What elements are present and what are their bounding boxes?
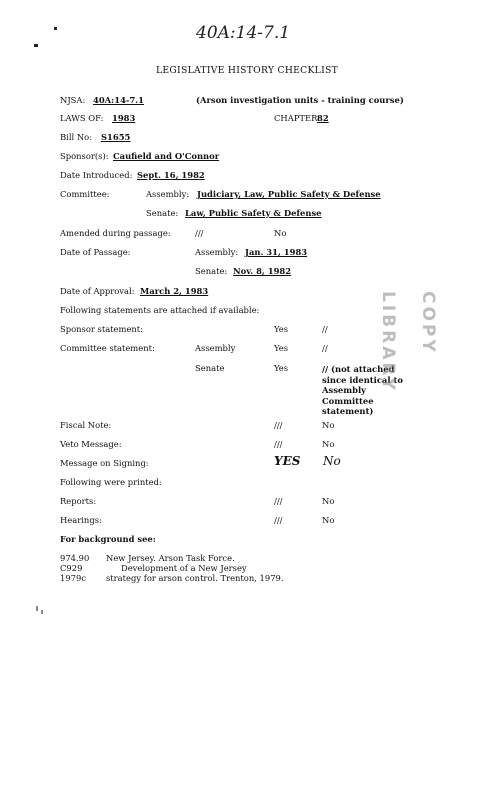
committee-statement-senate-label: Senate [195, 363, 225, 373]
amended-label: Amended during passage: [60, 228, 171, 238]
sponsor-statement-mark: // [322, 324, 328, 334]
handwritten-citation: 40A:14-7.1 [196, 23, 291, 43]
call-number: 1979c [60, 573, 87, 583]
laws-of-label: LAWS OF: [60, 113, 104, 123]
committee-senate-value: Law, Public Safety & Defense [185, 208, 322, 218]
approval-label: Date of Approval: [60, 286, 135, 296]
sponsor-statement-label: Sponsor statement: [60, 324, 143, 334]
committee-statement-assembly-mark: // [322, 343, 328, 353]
committee-statement-label: Committee statement: [60, 343, 155, 353]
senate-note-line: since identical to [322, 374, 403, 385]
committee-senate-label: Senate: [146, 208, 179, 218]
citation-line: Development of a New Jersey [121, 563, 247, 573]
passage-label: Date of Passage: [60, 247, 131, 257]
scan-speck [54, 27, 57, 30]
njsa-subject: (Arson investigation units - training course) [196, 95, 404, 105]
reports-answer: No [322, 496, 335, 506]
call-number: 974.90 [60, 553, 90, 563]
date-introduced-value: Sept. 16, 1982 [137, 170, 205, 180]
committee-assembly-label: Assembly: [146, 189, 190, 199]
njsa-label: NJSA: [60, 95, 86, 105]
committee-label: Committee: [60, 189, 110, 199]
message-signing-handwritten-no: No [323, 454, 341, 468]
passage-assembly-label: Assembly: [195, 247, 239, 257]
veto-message-label: Veto Message: [60, 439, 122, 449]
senate-note-line: Assembly [322, 385, 367, 395]
hearings-mark: /// [274, 515, 283, 525]
passage-senate-label: Senate: [195, 266, 228, 276]
senate-note-line: // (not attached [322, 364, 395, 374]
committee-statement-assembly-yes: Yes [274, 343, 289, 353]
sponsors-label: Sponsor(s): [60, 151, 109, 161]
committee-statement-senate-yes: Yes [274, 363, 289, 373]
amended-answer: No [274, 228, 287, 238]
stamp-right-text: COPY [418, 291, 438, 355]
bill-no-value: S1655 [101, 132, 131, 142]
hearings-label: Hearings: [60, 515, 102, 525]
library-copy-stamp [373, 291, 437, 523]
date-introduced-label: Date Introduced: [60, 170, 133, 180]
senate-note-line: statement) [322, 406, 374, 416]
background-codes [60, 553, 89, 583]
passage-senate-value: Nov. 8, 1982 [233, 266, 292, 276]
amended-mark: /// [195, 228, 204, 238]
scan-speck [34, 44, 38, 47]
sponsors-value: Caufield and O'Connor [113, 151, 220, 161]
veto-message-mark: /// [274, 439, 283, 449]
following-attached-text: Following statements are attached if available: [60, 305, 260, 315]
approval-value: March 2, 1983 [140, 286, 209, 296]
veto-message-answer: No [322, 439, 335, 449]
following-printed-text: Following were printed: [60, 477, 162, 487]
scan-speck [41, 610, 43, 614]
message-signing-label: Message on Signing: [60, 458, 149, 468]
njsa-value: 40A:14-7.1 [93, 95, 144, 105]
passage-assembly-value: Jan. 31, 1983 [245, 247, 308, 257]
call-number: C929 [60, 563, 83, 573]
stamp-left-text: LIBRARY [378, 291, 398, 393]
chapter-value: 82 [317, 113, 329, 123]
bill-no-label: Bill No: [60, 132, 93, 142]
reports-mark: /// [274, 496, 283, 506]
sponsor-statement-yes: Yes [274, 324, 289, 334]
fiscal-note-label: Fiscal Note: [60, 420, 112, 430]
committee-assembly-value: Judiciary, Law, Public Safety & Defense [197, 189, 381, 199]
committee-statement-assembly-label: Assembly [195, 343, 236, 353]
message-signing-handwritten-yes: YES [274, 454, 301, 468]
hearings-answer: No [322, 515, 335, 525]
citation-line: New Jersey. Arson Task Force. [106, 553, 235, 563]
fiscal-note-answer: No [322, 420, 335, 430]
fiscal-note-mark: /// [274, 420, 283, 430]
citation-line: strategy for arson control. Trenton, 1979. [106, 573, 284, 583]
reports-label: Reports: [60, 496, 97, 506]
page-title: LEGISLATIVE HISTORY CHECKLIST [156, 65, 339, 76]
laws-of-value: 1983 [112, 113, 136, 123]
chapter-label: CHAPTER: [274, 113, 321, 123]
scan-speck [36, 606, 38, 611]
background-citation [106, 553, 284, 583]
background-heading: For background see: [60, 534, 156, 544]
senate-note-line: Committee [322, 395, 374, 406]
